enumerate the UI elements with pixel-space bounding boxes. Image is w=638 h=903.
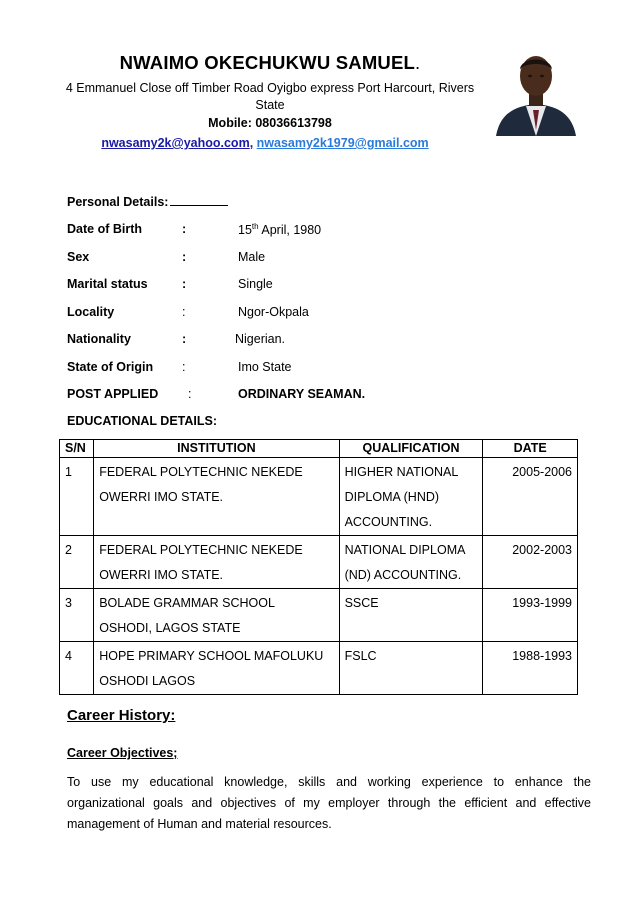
institution-line: OSHODI, LAGOS STATE: [99, 621, 241, 635]
detail-row-nationality: [67, 332, 567, 350]
career-objectives-text: To use my educational knowledge, skills and working experience to enhance the organizational goals and objectives of my employer through the efficient and effective management of Human and material resources.: [67, 775, 591, 831]
qualification-line: HIGHER NATIONAL: [344, 465, 459, 479]
institution-line: HOPE PRIMARY SCHOOL MAFOLUKU: [99, 649, 324, 663]
table-row: [60, 536, 578, 589]
institution-line: FEDERAL POLYTECHNIC NEKEDE: [99, 543, 303, 557]
career-history-title: Career History:: [67, 707, 176, 724]
table-row: [60, 589, 578, 642]
cell-qualification: [339, 458, 483, 536]
cell-date: 2005-2006: [483, 458, 578, 536]
email-link-yahoo[interactable]: nwasamy2k@yahoo.com: [101, 136, 250, 150]
qualification-line: NATIONAL DIPLOMA: [344, 543, 466, 557]
cell-sn: 3: [60, 589, 94, 642]
institution-line: OWERRI IMO STATE.: [99, 568, 224, 582]
address-line-1: 4 Emmanuel Close off Timber Road Oyigbo express Port Harcourt, Rivers: [65, 81, 475, 95]
cell-sn: 4: [60, 642, 94, 695]
detail-row-post-applied: [67, 387, 567, 405]
detail-row-state-of-origin: [67, 360, 567, 378]
dob-day: 15: [238, 223, 252, 238]
qualification-line: DIPLOMA (HND): [344, 490, 440, 504]
cell-qualification: FSLC: [339, 642, 483, 695]
address-line-2: State: [255, 98, 285, 112]
cell-date: 1993-1999: [483, 589, 578, 642]
resume-header: [0, 0, 638, 160]
detail-row-locality: [67, 305, 567, 323]
detail-value: Nigerian.: [235, 332, 286, 346]
name-text: NWAIMO OKECHUKWU SAMUEL: [119, 52, 416, 73]
header-qualification: QUALIFICATION: [339, 440, 483, 458]
education-table: [59, 439, 578, 695]
detail-value: Imo State: [238, 360, 292, 374]
detail-value: Male: [238, 250, 266, 264]
institution-line: FEDERAL POLYTECHNIC NEKEDE: [99, 465, 303, 479]
detail-colon: :: [182, 305, 186, 319]
detail-colon: :: [182, 222, 187, 236]
cell-institution: [94, 642, 339, 695]
table-row: [60, 458, 578, 536]
detail-colon: :: [188, 387, 192, 401]
candidate-name: [0, 52, 540, 74]
table-row: [60, 642, 578, 695]
cell-institution: [94, 536, 339, 589]
table-header-row: [60, 440, 578, 458]
detail-label: State of Origin: [67, 360, 154, 374]
mobile-number: Mobile: 08036613798: [208, 116, 332, 130]
cell-date: 2002-2003: [483, 536, 578, 589]
qualification-line: ACCOUNTING.: [344, 515, 433, 529]
detail-colon: :: [182, 332, 187, 346]
detail-colon: :: [182, 360, 186, 374]
address: [0, 80, 540, 114]
cell-qualification: SSCE: [339, 589, 483, 642]
career-objectives-title: Career Objectives;: [67, 746, 178, 760]
title-underline: [170, 194, 228, 206]
detail-row-dob: [67, 222, 567, 240]
detail-colon: :: [182, 250, 187, 264]
detail-label: Sex: [67, 250, 90, 264]
cell-sn: 1: [60, 458, 94, 536]
header-sn: S/N: [60, 440, 94, 458]
dob-suffix: th: [251, 222, 259, 231]
detail-row-marital-status: [67, 277, 567, 295]
institution-line: OWERRI IMO STATE.: [99, 490, 224, 504]
detail-label: Nationality: [67, 332, 131, 346]
cell-sn: 2: [60, 536, 94, 589]
name-dot: .: [415, 52, 421, 73]
header-date: DATE: [483, 440, 578, 458]
email-line: [0, 136, 530, 150]
detail-value: [238, 222, 321, 237]
personal-details-title-text: Personal Details:: [67, 195, 169, 209]
detail-label: Date of Birth: [67, 222, 142, 236]
cell-date: 1988-1993: [483, 642, 578, 695]
institution-line: OSHODI LAGOS: [99, 674, 196, 688]
personal-details-title: [67, 194, 228, 209]
email-separator: ,: [249, 136, 254, 150]
qualification-line: (ND) ACCOUNTING.: [344, 568, 462, 582]
detail-label: POST APPLIED: [67, 387, 159, 401]
cell-institution: [94, 589, 339, 642]
cell-institution: [94, 458, 339, 536]
detail-colon: :: [182, 277, 187, 291]
detail-value: ORDINARY SEAMAN.: [238, 387, 366, 401]
detail-label: Marital status: [67, 277, 148, 291]
header-institution: INSTITUTION: [94, 440, 339, 458]
email-link-gmail[interactable]: nwasamy2k1979@gmail.com: [256, 136, 429, 150]
detail-row-sex: [67, 250, 567, 268]
detail-value: Single: [238, 277, 273, 291]
detail-label: Locality: [67, 305, 115, 319]
institution-line: BOLADE GRAMMAR SCHOOL: [99, 596, 275, 610]
educational-details-title: EDUCATIONAL DETAILS:: [67, 414, 217, 428]
detail-value: Ngor-Okpala: [238, 305, 309, 319]
cell-qualification: [339, 536, 483, 589]
dob-month-year: April, 1980: [258, 223, 322, 238]
profile-photo: [492, 40, 580, 136]
